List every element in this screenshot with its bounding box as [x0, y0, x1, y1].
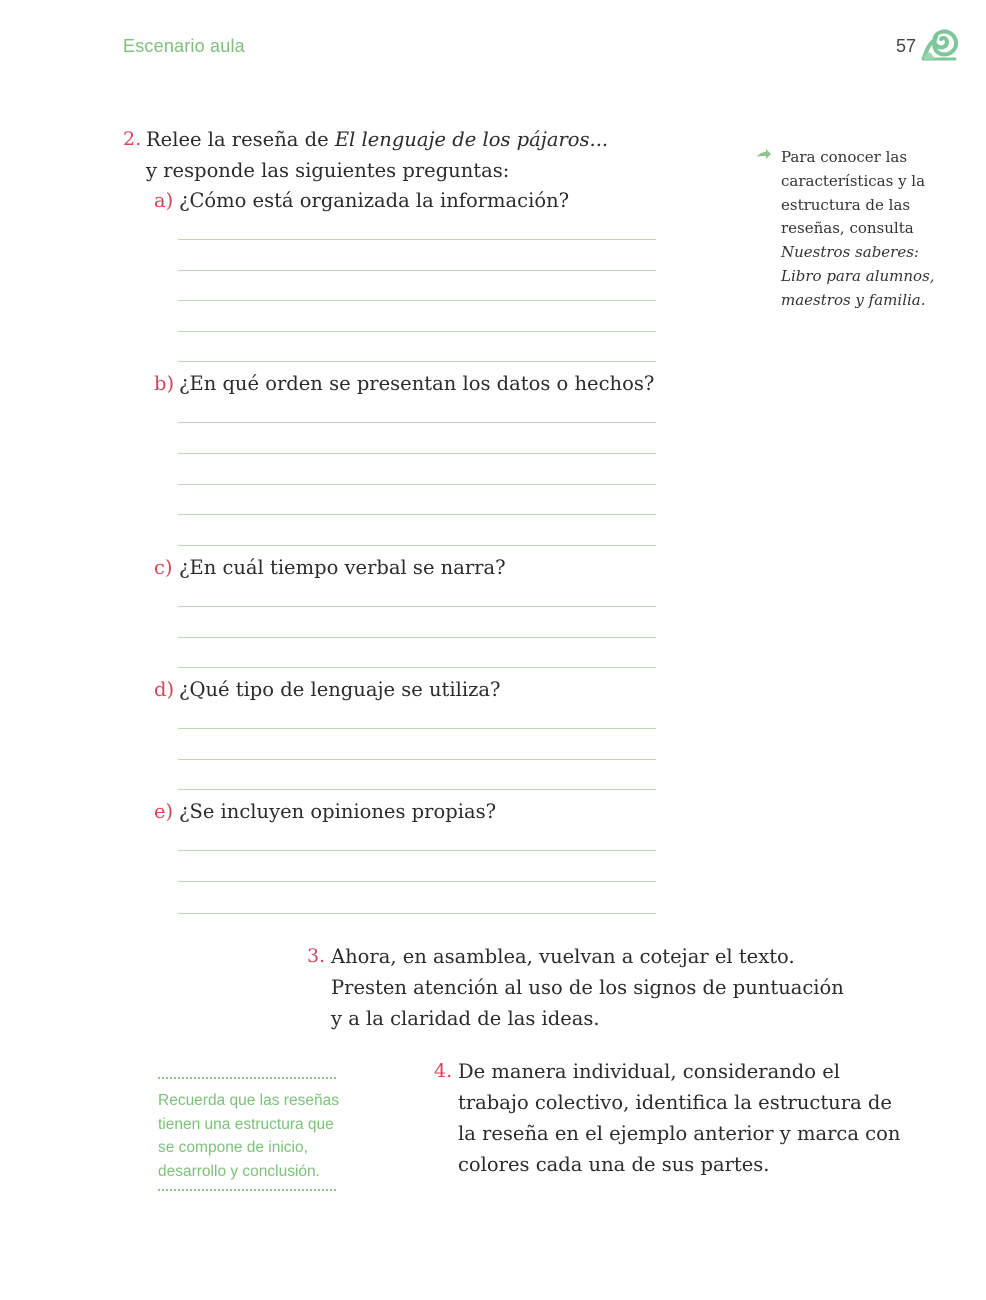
activity-3-line: y a la claridad de las ideas. — [331, 1007, 600, 1030]
activity-2-intro-line1 — [146, 125, 608, 155]
reminder-line: se compone de inicio, — [158, 1139, 308, 1157]
activity-3-line: Presten atención al uso de los signos de puntuación — [331, 976, 844, 999]
answer-line[interactable] — [178, 300, 656, 301]
sidebar-line: estructura de las — [781, 195, 911, 214]
answer-line[interactable] — [178, 728, 656, 729]
intro-text: Relee la reseña de — [146, 128, 335, 151]
book-title: El lenguaje de los pájaros... — [334, 128, 609, 151]
sidebar-book-title — [781, 241, 941, 265]
reminder-line: Recuerda que las reseñas — [158, 1092, 339, 1109]
question-e-label: e) — [154, 800, 174, 823]
activity-4-line: la reseña en el ejemplo anterior y marca con — [458, 1122, 901, 1145]
sidebar-book-title — [781, 265, 941, 289]
answer-line[interactable] — [178, 453, 656, 454]
activity-2-intro-line2: y responde las siguientes preguntas: — [146, 159, 510, 182]
answer-line[interactable] — [178, 545, 656, 546]
sidebar-line: Nuestros saberes: — [781, 243, 919, 262]
answer-line[interactable] — [178, 270, 656, 271]
answer-line[interactable] — [178, 637, 656, 638]
answer-line[interactable] — [178, 239, 656, 240]
activity-4-number: 4. — [434, 1060, 453, 1082]
question-d-text: ¿Qué tipo de lenguaje se utiliza? — [179, 678, 501, 701]
question-e-text: ¿Se incluyen opiniones propias? — [179, 800, 497, 823]
activity-4-line: colores cada una de sus partes. — [458, 1153, 770, 1176]
reminder-box — [158, 1077, 339, 1191]
activity-3-number: 3. — [307, 945, 326, 967]
reminder-line: desarrollo y conclusión. — [158, 1163, 320, 1181]
question-a-label: a) — [154, 189, 174, 212]
answer-line[interactable] — [178, 484, 656, 485]
snail-spiral-icon — [921, 28, 959, 62]
answer-line[interactable] — [178, 606, 656, 607]
arrow-right-icon — [756, 148, 772, 162]
activity-2-number: 2. — [123, 128, 142, 150]
question-c-text: ¿En cuál tiempo verbal se narra? — [179, 556, 506, 579]
answer-line[interactable] — [178, 667, 656, 668]
question-b-label: b) — [154, 372, 175, 395]
sidebar-line: características y la — [781, 171, 926, 190]
question-b-text: ¿En qué orden se presentan los datos o hechos? — [179, 372, 655, 395]
page-number: 57 — [896, 36, 917, 56]
question-d-label: d) — [154, 678, 175, 701]
answer-line[interactable] — [178, 361, 656, 362]
answer-line[interactable] — [178, 331, 656, 332]
reminder-text — [158, 1089, 340, 1184]
answer-line[interactable] — [178, 881, 656, 882]
answer-line[interactable] — [178, 422, 656, 423]
answer-line[interactable] — [178, 789, 656, 790]
answer-line[interactable] — [178, 759, 656, 760]
answer-line[interactable] — [178, 514, 656, 515]
question-c-label: c) — [154, 556, 173, 579]
sidebar-line: maestros y familia. — [781, 290, 926, 309]
sidebar-note — [781, 146, 941, 313]
question-a-text: ¿Cómo está organizada la información? — [179, 189, 570, 212]
activity-4-line: De manera individual, considerando el — [458, 1060, 840, 1083]
sidebar-line: reseñas, consulta — [781, 219, 914, 238]
activity-4-line: trabajo colectivo, identifica la estructura de — [458, 1091, 892, 1114]
sidebar-line: Para conocer las — [781, 148, 908, 166]
answer-line[interactable] — [178, 913, 656, 914]
section-title: Escenario aula — [123, 36, 245, 56]
answer-line[interactable] — [178, 850, 656, 851]
activity-3-line: Ahora, en asamblea, vuelvan a cotejar el texto. — [331, 945, 795, 968]
reminder-line: tienen una estructura que — [158, 1115, 334, 1133]
sidebar-line: Libro para alumnos, — [781, 266, 935, 285]
sidebar-book-title — [781, 289, 941, 313]
